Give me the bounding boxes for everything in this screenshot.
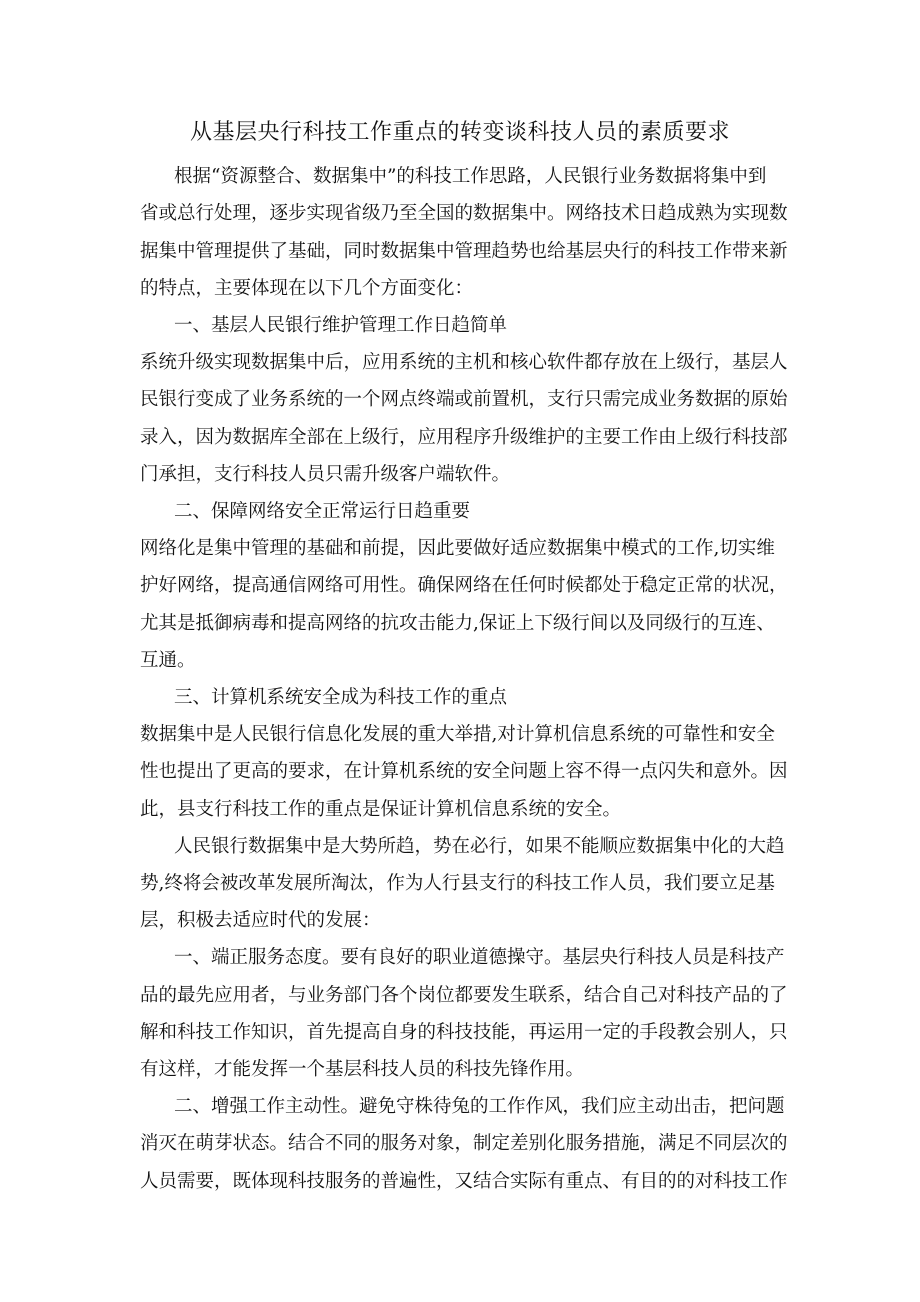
body-line: 根据“资源整合、数据集中”的科技工作思路，人民银行业务数据将集中到 xyxy=(174,166,767,187)
body-line: 人民银行数据集中是大势所趋，势在必行，如果不能顺应数据集中化的大趋 xyxy=(174,836,785,857)
body-line: 民银行变成了业务系统的一个网点终端或前置机，支行只需完成业务数据的原始 xyxy=(140,389,788,410)
body-line: 有这样，才能发挥一个基层科技人员的科技先锋作用。 xyxy=(140,1059,585,1080)
body-line: 一、端正服务态度。要有良好的职业道德操守。基层央行科技人员是科技产 xyxy=(174,947,785,968)
body-line: 网络化是集中管理的基础和前提，因此要做好适应数据集中模式的工作,切实维 xyxy=(140,538,775,559)
section-heading: 一、基层人民银行维护管理工作日趋简单 xyxy=(174,315,508,336)
body-line: 省或总行处理，逐步实现省级乃至全国的数据集中。网络技术日趋成熟为实现数 xyxy=(140,203,788,224)
body-line: 系统升级实现数据集中后，应用系统的主机和核心软件都存放在上级行，基层人 xyxy=(140,352,788,373)
body-line: 消灭在萌芽状态。结合不同的服务对象，制定差别化服务措施，满足不同层次的 xyxy=(140,1133,788,1154)
body-line: 势,终将会被改革发展所淘汰，作为人行县支行的科技工作人员，我们要立足基 xyxy=(140,873,775,894)
body-line: 护好网络，提高通信网络可用性。确保网络在任何时候都处于稳定正常的状况， xyxy=(140,575,788,596)
body-line: 据集中管理提供了基础，同时数据集中管理趋势也给基层央行的科技工作带来新 xyxy=(140,241,788,262)
body-line: 录入，因为数据库全部在上级行，应用程序升级维护的主要工作由上级行科技部 xyxy=(140,427,788,448)
body-line: 此，县支行科技工作的重点是保证计算机信息系统的安全。 xyxy=(140,799,622,820)
body-line: 互通。 xyxy=(140,650,196,671)
section-heading: 三、计算机系统安全成为科技工作的重点 xyxy=(174,687,508,708)
body-line: 品的最先应用者，与业务部门各个岗位都要发生联系，结合自己对科技产品的了 xyxy=(140,985,788,1006)
body-line: 门承担，支行科技人员只需升级客户端软件。 xyxy=(140,464,511,485)
body-line: 性也提出了更高的要求，在计算机系统的安全问题上容不得一点闪失和意外。因 xyxy=(140,761,788,782)
body-line: 二、增强工作主动性。避免守株待兔的工作作风，我们应主动出击，把问题 xyxy=(174,1096,785,1117)
body-line: 数据集中是人民银行信息化发展的重大举措,对计算机信息系统的可靠性和安全 xyxy=(140,724,775,745)
body-line: 的特点，主要体现在以下几个方面变化： xyxy=(140,278,474,299)
body-line: 解和科技工作知识，首先提高自身的科技技能，再运用一定的手段教会别人，只 xyxy=(140,1022,788,1043)
body-line: 人员需要，既体现科技服务的普遍性，又结合实际有重点、有目的的对科技工作 xyxy=(140,1171,788,1192)
body-line: 层，积极去适应时代的发展： xyxy=(140,910,381,931)
section-heading: 二、保障网络安全正常运行日趋重要 xyxy=(174,501,471,522)
body-line: 尤其是抵御病毒和提高网络的抗攻击能力,保证上下级行间以及同级行的互连、 xyxy=(140,613,775,634)
document-title: 从基层央行科技工作重点的转变谈科技人员的素质要求 xyxy=(189,120,730,145)
